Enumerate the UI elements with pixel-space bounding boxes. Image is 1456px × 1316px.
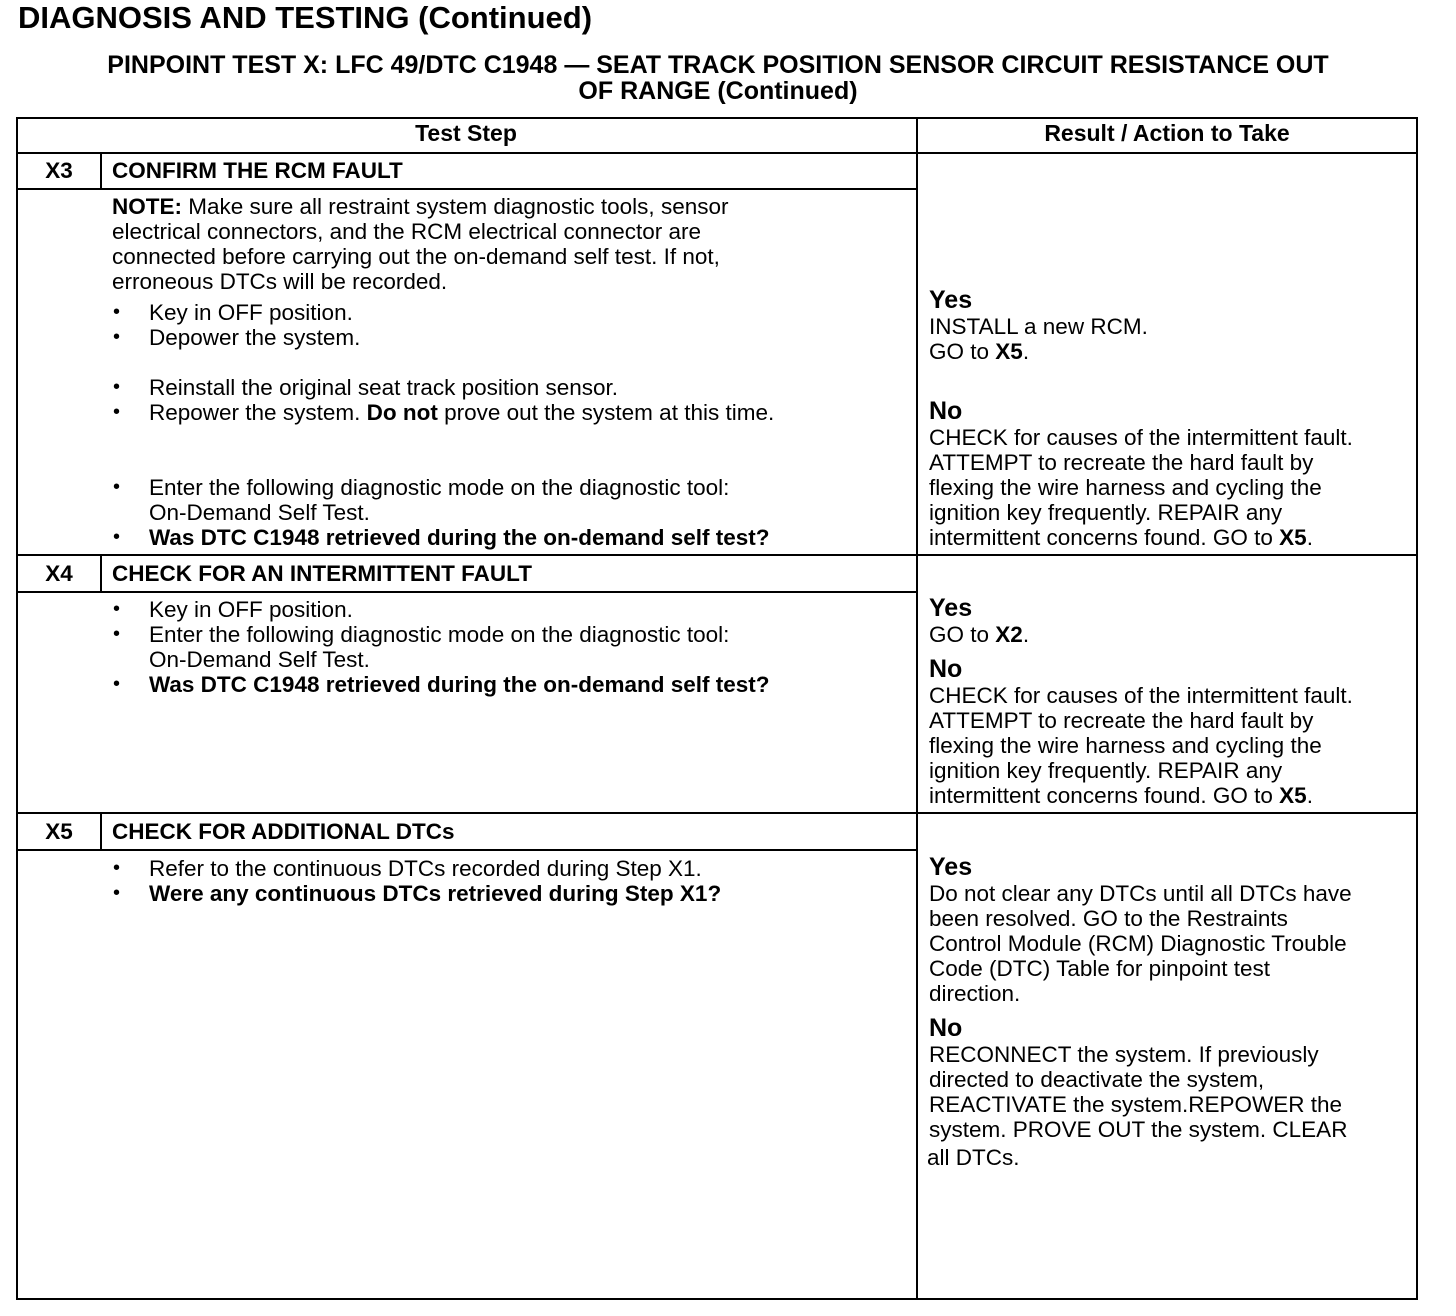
result-text: intermittent concerns found. GO to X5. xyxy=(929,525,1313,550)
step-text: Depower the system. xyxy=(149,325,361,350)
bullet-icon: • xyxy=(113,401,121,423)
bullet-icon: • xyxy=(113,526,121,548)
result-text: flexing the wire harness and cycling the xyxy=(929,475,1322,500)
result-text: ignition key frequently. REPAIR any xyxy=(929,500,1283,525)
row-heading-divider xyxy=(16,188,918,190)
step-id: X3 xyxy=(45,158,73,183)
result-text: directed to deactivate the system, xyxy=(929,1067,1265,1092)
step-heading: CONFIRM THE RCM FAULT xyxy=(112,158,403,183)
result-yes-label: Yes xyxy=(929,286,973,314)
result-text: GO to X5. xyxy=(929,339,1030,364)
step-id: X4 xyxy=(45,561,73,586)
step-text: On-Demand Self Test. xyxy=(149,500,370,525)
step-text: Key in OFF position. xyxy=(149,597,353,622)
result-no-label: No xyxy=(929,655,963,683)
header-divider xyxy=(16,152,1418,154)
step-question: Were any continuous DTCs retrieved during Step X1? xyxy=(149,881,722,906)
step-text: Enter the following diagnostic mode on the diagnostic tool: xyxy=(149,622,730,647)
column-divider xyxy=(916,117,918,1300)
bullet-icon: • xyxy=(113,673,121,695)
bullet-icon: • xyxy=(113,376,121,398)
row-divider xyxy=(16,812,1418,814)
bullet-icon: • xyxy=(113,301,121,323)
id-divider xyxy=(100,555,102,592)
result-text: direction. xyxy=(929,981,1021,1006)
result-text: Control Module (RCM) Diagnostic Trouble xyxy=(929,931,1347,956)
step-id: X5 xyxy=(45,819,73,844)
result-yes-label: Yes xyxy=(929,853,973,881)
step-text: Repower the system. Do not prove out the system at this time. xyxy=(149,400,775,425)
page-title: DIAGNOSIS AND TESTING (Continued) xyxy=(18,0,593,35)
result-yes-label: Yes xyxy=(929,594,973,622)
result-text: ATTEMPT to recreate the hard fault by xyxy=(929,450,1314,475)
note-line: erroneous DTCs will be recorded. xyxy=(112,269,448,294)
result-no-label: No xyxy=(929,397,963,425)
result-text: CHECK for causes of the intermittent fault. xyxy=(929,425,1353,450)
result-text: system. PROVE OUT the system. CLEAR xyxy=(929,1117,1348,1142)
bullet-icon: • xyxy=(113,857,121,879)
result-text: flexing the wire harness and cycling the xyxy=(929,733,1322,758)
result-no-label: No xyxy=(929,1014,963,1042)
row-divider xyxy=(16,554,1418,556)
pinpoint-test-title xyxy=(18,52,1418,104)
bullet-icon: • xyxy=(113,326,121,348)
result-text: GO to X2. xyxy=(929,622,1030,647)
result-text: Code (DTC) Table for pinpoint test xyxy=(929,956,1270,981)
id-divider xyxy=(100,153,102,189)
step-text: Key in OFF position. xyxy=(149,300,353,325)
step-text: Reinstall the original seat track position sensor. xyxy=(149,375,618,400)
bullet-icon: • xyxy=(113,623,121,645)
step-text: Refer to the continuous DTCs recorded during Step X1. xyxy=(149,856,702,881)
result-text: ATTEMPT to recreate the hard fault by xyxy=(929,708,1314,733)
note-label: NOTE: xyxy=(112,194,182,219)
result-text: Do not clear any DTCs until all DTCs have xyxy=(929,881,1352,906)
subtitle-line-2: OF RANGE (Continued) xyxy=(578,77,858,105)
row-heading-divider xyxy=(16,591,918,593)
note-line: connected before carrying out the on-demand self test. If not, xyxy=(112,244,720,269)
note-line: NOTE: Make sure all restraint system diagnostic tools, sensor xyxy=(112,194,729,219)
bullet-icon: • xyxy=(113,598,121,620)
header-test-step: Test Step xyxy=(415,120,517,146)
result-text: intermittent concerns found. GO to X5. xyxy=(929,783,1313,808)
subtitle-line-1: PINPOINT TEST X: LFC 49/DTC C1948 — SEAT TRACK POSITION SENSOR CIRCUIT RESISTANCE OUT xyxy=(107,51,1329,79)
id-divider xyxy=(100,813,102,850)
step-heading: CHECK FOR ADDITIONAL DTCs xyxy=(112,819,455,844)
step-text: On-Demand Self Test. xyxy=(149,647,370,672)
result-text: CHECK for causes of the intermittent fault. xyxy=(929,683,1353,708)
step-heading: CHECK FOR AN INTERMITTENT FAULT xyxy=(112,561,532,586)
step-question: Was DTC C1948 retrieved during the on-demand self test? xyxy=(149,525,770,550)
result-text: ignition key frequently. REPAIR any xyxy=(929,758,1283,783)
step-question: Was DTC C1948 retrieved during the on-demand self test? xyxy=(149,672,770,697)
result-text: INSTALL a new RCM. xyxy=(929,314,1148,339)
header-result-action: Result / Action to Take xyxy=(1044,120,1290,146)
row-heading-divider xyxy=(16,849,918,851)
result-text: REACTIVATE the system.REPOWER the xyxy=(929,1092,1343,1117)
bullet-icon: • xyxy=(113,476,121,498)
result-text: RECONNECT the system. If previously xyxy=(929,1042,1319,1067)
result-text: been resolved. GO to the Restraints xyxy=(929,906,1288,931)
note-line: electrical connectors, and the RCM electrical connector are xyxy=(112,219,702,244)
bullet-icon: • xyxy=(113,882,121,904)
result-text: all DTCs. xyxy=(927,1145,1020,1170)
step-text: Enter the following diagnostic mode on the diagnostic tool: xyxy=(149,475,730,500)
